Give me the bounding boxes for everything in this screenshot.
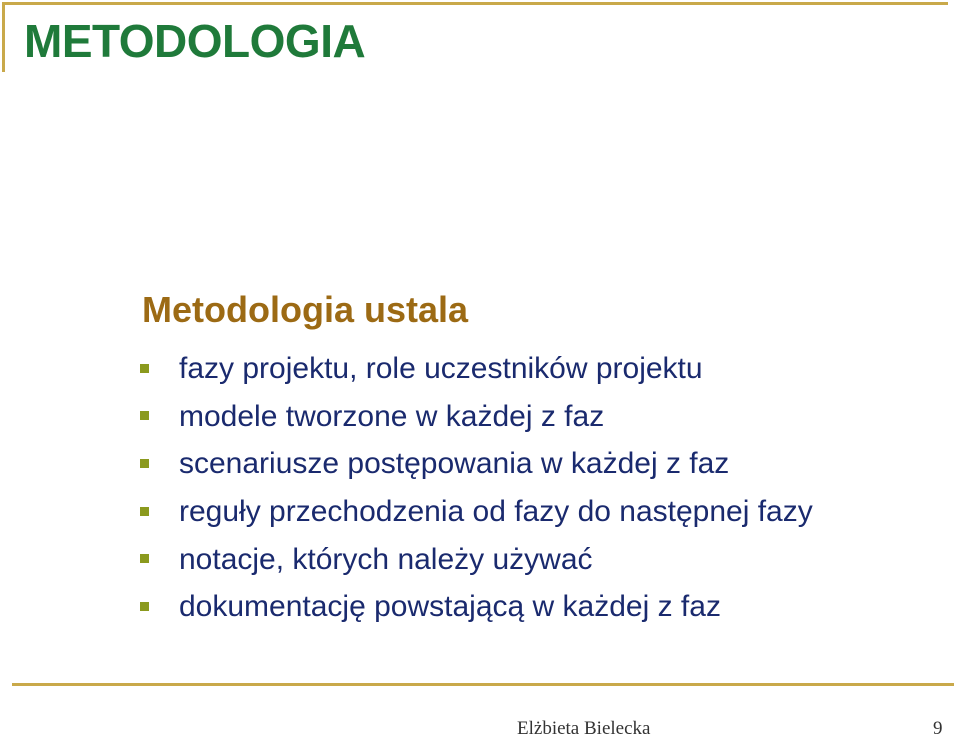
bullet-text: dokumentację powstającą w każdej z faz	[179, 590, 721, 624]
bullet-list	[140, 345, 813, 631]
footer-accent-line	[12, 683, 954, 686]
slide-subtitle: Metodologia ustala	[142, 289, 469, 330]
square-bullet-icon	[140, 364, 149, 373]
square-bullet-icon	[140, 507, 149, 516]
bullet-item	[140, 488, 813, 536]
bullet-text: reguły przechodzenia od fazy do następnej fazy	[179, 495, 813, 529]
left-accent-line	[2, 2, 5, 72]
bullet-item	[140, 440, 813, 488]
footer-author: Elżbieta Bielecka	[517, 718, 651, 739]
bullet-item	[140, 583, 813, 631]
bullet-text: notacje, których należy używać	[179, 542, 593, 576]
square-bullet-icon	[140, 554, 149, 563]
bullet-item	[140, 536, 813, 584]
bullet-item	[140, 393, 813, 441]
page-number: 9	[933, 718, 943, 739]
square-bullet-icon	[140, 459, 149, 468]
square-bullet-icon	[140, 602, 149, 611]
bullet-text: scenariusze postępowania w każdej z faz	[179, 447, 730, 481]
slide-title: METODOLOGIA	[24, 15, 366, 67]
square-bullet-icon	[140, 411, 149, 420]
bullet-text: fazy projektu, role uczestników projektu	[179, 352, 703, 385]
top-accent-line	[4, 2, 948, 5]
bullet-item	[140, 345, 813, 393]
bullet-text: modele tworzone w każdej z faz	[179, 399, 605, 433]
